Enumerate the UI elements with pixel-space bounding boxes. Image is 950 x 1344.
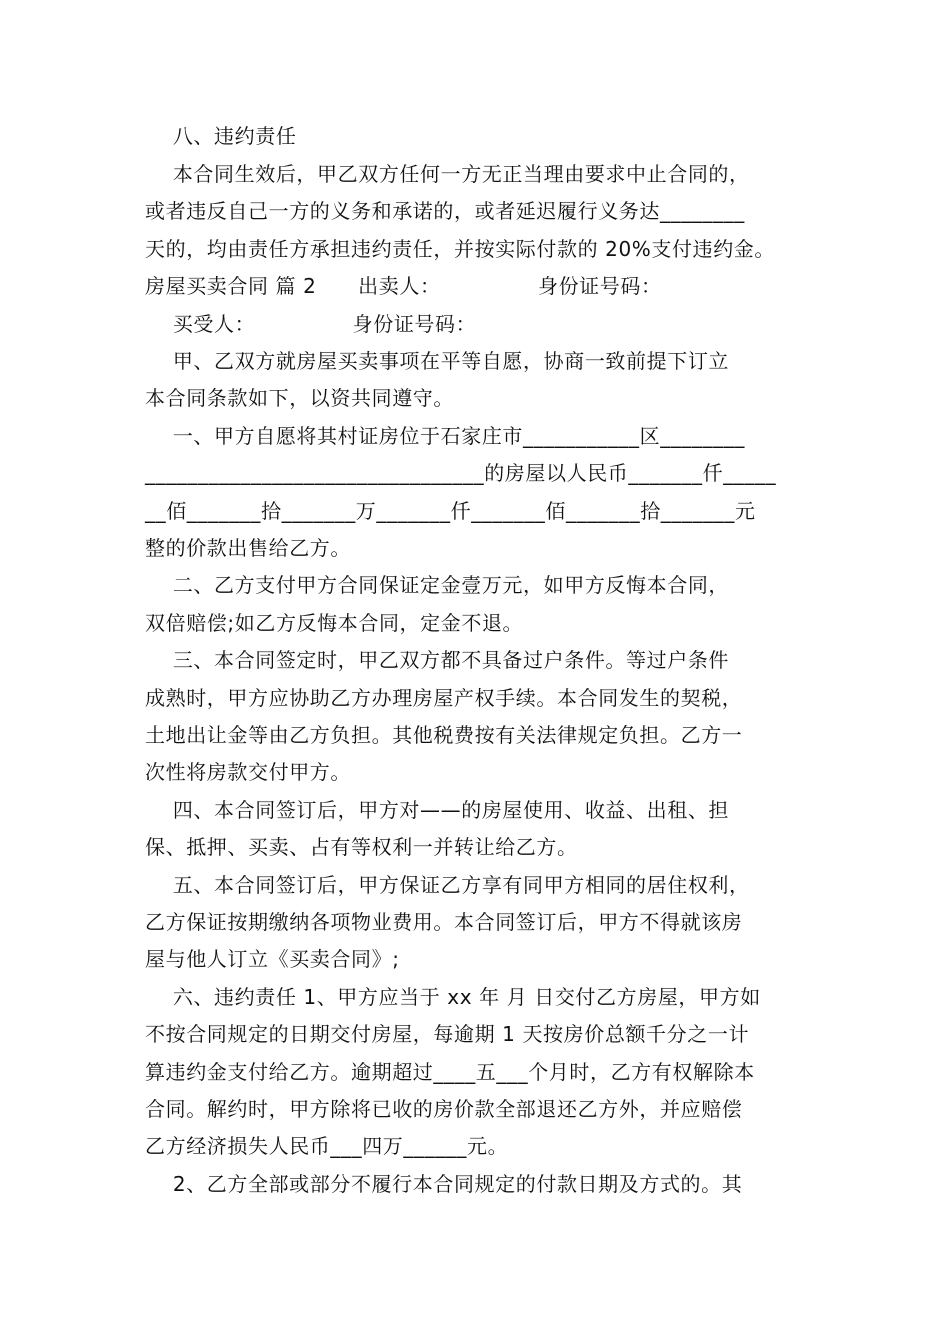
text-line: 一、甲方自愿将其村证房位于石家庄市___________区________	[145, 424, 746, 448]
text-line: 本合同条款如下，以资共同遵守。	[145, 386, 454, 410]
text-line: 五、本合同签订后，甲方保证乙方享有同甲方相同的居住权利，	[145, 873, 750, 897]
text-line: 次性将房款交付甲方。	[145, 760, 351, 784]
text-line: 三、本合同签定时，甲乙双方都不具备过户条件。等过户条件	[145, 648, 730, 672]
text-line: 房屋买卖合同 篇 2 出卖人： 身份证号码：	[145, 274, 662, 298]
text-line: 八、违约责任	[145, 124, 297, 148]
text-line: 成熟时，甲方应协助乙方办理房屋产权手续。本合同发生的契税，	[145, 686, 743, 710]
text-line: 天的，均由责任方承担违约责任，并按实际付款的 20%支付违约金。	[145, 237, 776, 261]
text-line: 本合同生效后，甲乙双方任何一方无正当理由要求中止合同的，	[145, 162, 750, 186]
text-line: 合同。解约时，甲方除将已收的房价款全部退还乙方外，并应赔偿	[145, 1097, 743, 1121]
text-line: 不按合同规定的日期交付房屋，每逾期 1 天按房价总额千分之一计	[145, 1022, 750, 1046]
text-line: 买受人： 身份证号码：	[145, 312, 477, 336]
text-line: 屋与他人订立《买卖合同》;	[145, 947, 400, 971]
text-line: 或者违反自己一方的义务和承诺的，或者延迟履行义务达________	[145, 199, 745, 223]
text-line: __佰_______拾_______万_______仟_______佰_______拾_______元	[145, 499, 756, 523]
text-line: 乙方保证按期缴纳各项物业费用。本合同签订后，甲方不得就该房	[145, 910, 743, 934]
text-line: 二、乙方支付甲方合同保证定金壹万元，如甲方反悔本合同，	[145, 573, 730, 597]
text-line: 土地出让金等由乙方负担。其他税费按有关法律规定负担。乙方一	[145, 723, 743, 747]
text-line: 乙方经济损失人民币___四万______元。	[145, 1134, 509, 1158]
text-line: 2、乙方全部或部分不履行本合同规定的付款日期及方式的。其	[145, 1172, 743, 1196]
text-line: 六、违约责任 1、甲方应当于 xx 年 月 日交付乙方房屋，甲方如	[145, 985, 761, 1009]
text-line: 甲、乙双方就房屋买卖事项在平等自愿，协商一致前提下订立	[145, 349, 730, 373]
text-line: ________________________________的房屋以人民币_______仟_____	[145, 461, 777, 485]
text-line: 双倍赔偿;如乙方反悔本合同，定金不退。	[145, 611, 524, 635]
text-line: 整的价款出售给乙方。	[145, 536, 351, 560]
text-line: 保、抵押、买卖、占有等权利一并转让给乙方。	[145, 835, 578, 859]
text-line: 算违约金支付给乙方。逾期超过____五___个月时，乙方有权解除本	[145, 1060, 755, 1084]
text-line: 四、本合同签订后，甲方对——的房屋使用、收益、出租、担	[145, 798, 730, 822]
